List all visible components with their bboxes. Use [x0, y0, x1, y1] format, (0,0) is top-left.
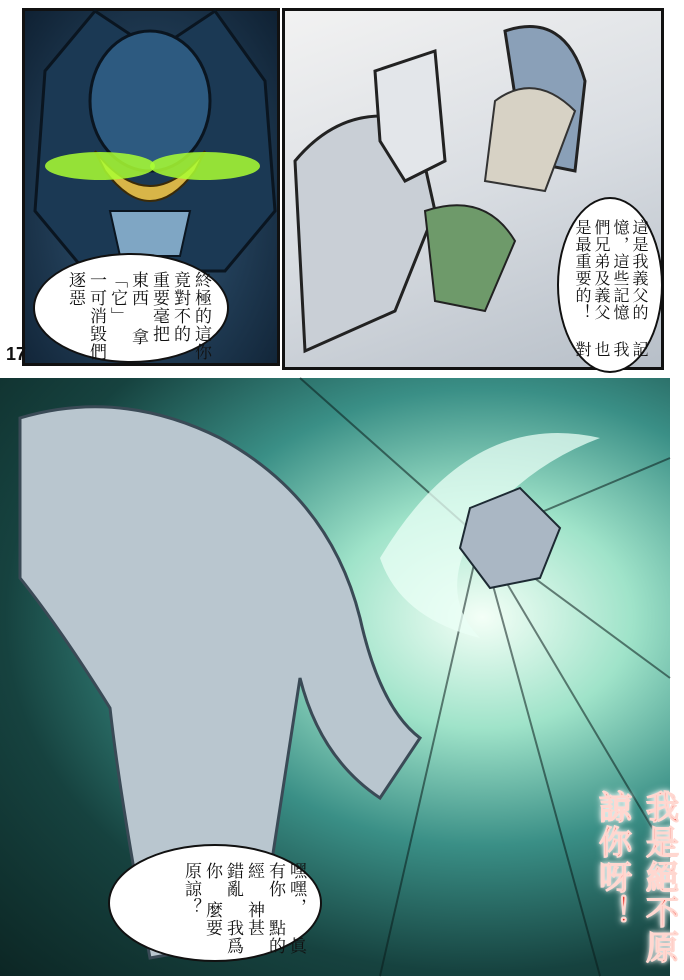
bubble-line: 拿「它」 — [107, 271, 148, 346]
bubble-line: 終極的這你 — [191, 271, 211, 361]
bubble-line: 這是我義父的 — [630, 219, 649, 321]
panel-armored-warriors — [282, 8, 664, 370]
panel-villain-closeup — [22, 8, 280, 366]
panel-energy-battle — [0, 378, 680, 976]
bubble-line: 一可消毀們 — [86, 271, 106, 361]
bubble-line: 錯亂 — [223, 862, 243, 898]
shout-text: 我是絕不原諒你呀！ — [594, 790, 680, 965]
bubble-line: 眞有你 — [265, 862, 306, 955]
bubble-line: 記憶，這些記憶 — [611, 219, 649, 358]
battle-art — [0, 378, 670, 976]
bubble-line: 神甚 — [244, 901, 264, 937]
bubble-line: 也是最重要的！ — [573, 219, 611, 358]
page-number: 17 — [6, 344, 27, 364]
armor-green-piece — [425, 205, 515, 311]
bubble-line: 逐惡 — [65, 271, 85, 307]
bubble-line: 原諒？ — [181, 862, 201, 916]
speech-bubble — [557, 197, 663, 373]
bubble-line: 我爲你 — [202, 862, 243, 955]
bubble-line: 重要毫把 — [149, 271, 169, 343]
speech-bubble — [33, 253, 229, 363]
bubble-line: 東西 — [128, 271, 148, 307]
villain-dome — [90, 31, 210, 171]
bubble-line: 麼要 — [202, 901, 222, 937]
bubble-line: 對 — [573, 341, 592, 358]
speech-bubble — [108, 844, 322, 962]
warrior-hair — [485, 88, 575, 191]
bubble-line: 嘿嘿， — [286, 862, 306, 916]
bubble-line: 點的經 — [244, 862, 285, 955]
villain-jaw — [110, 211, 190, 256]
villain-left-eye — [45, 152, 155, 180]
bubble-line: 竟對不的 — [170, 271, 190, 343]
villain-right-eye — [150, 152, 260, 180]
bubble-line: 我們兄弟及義父 — [592, 219, 630, 358]
